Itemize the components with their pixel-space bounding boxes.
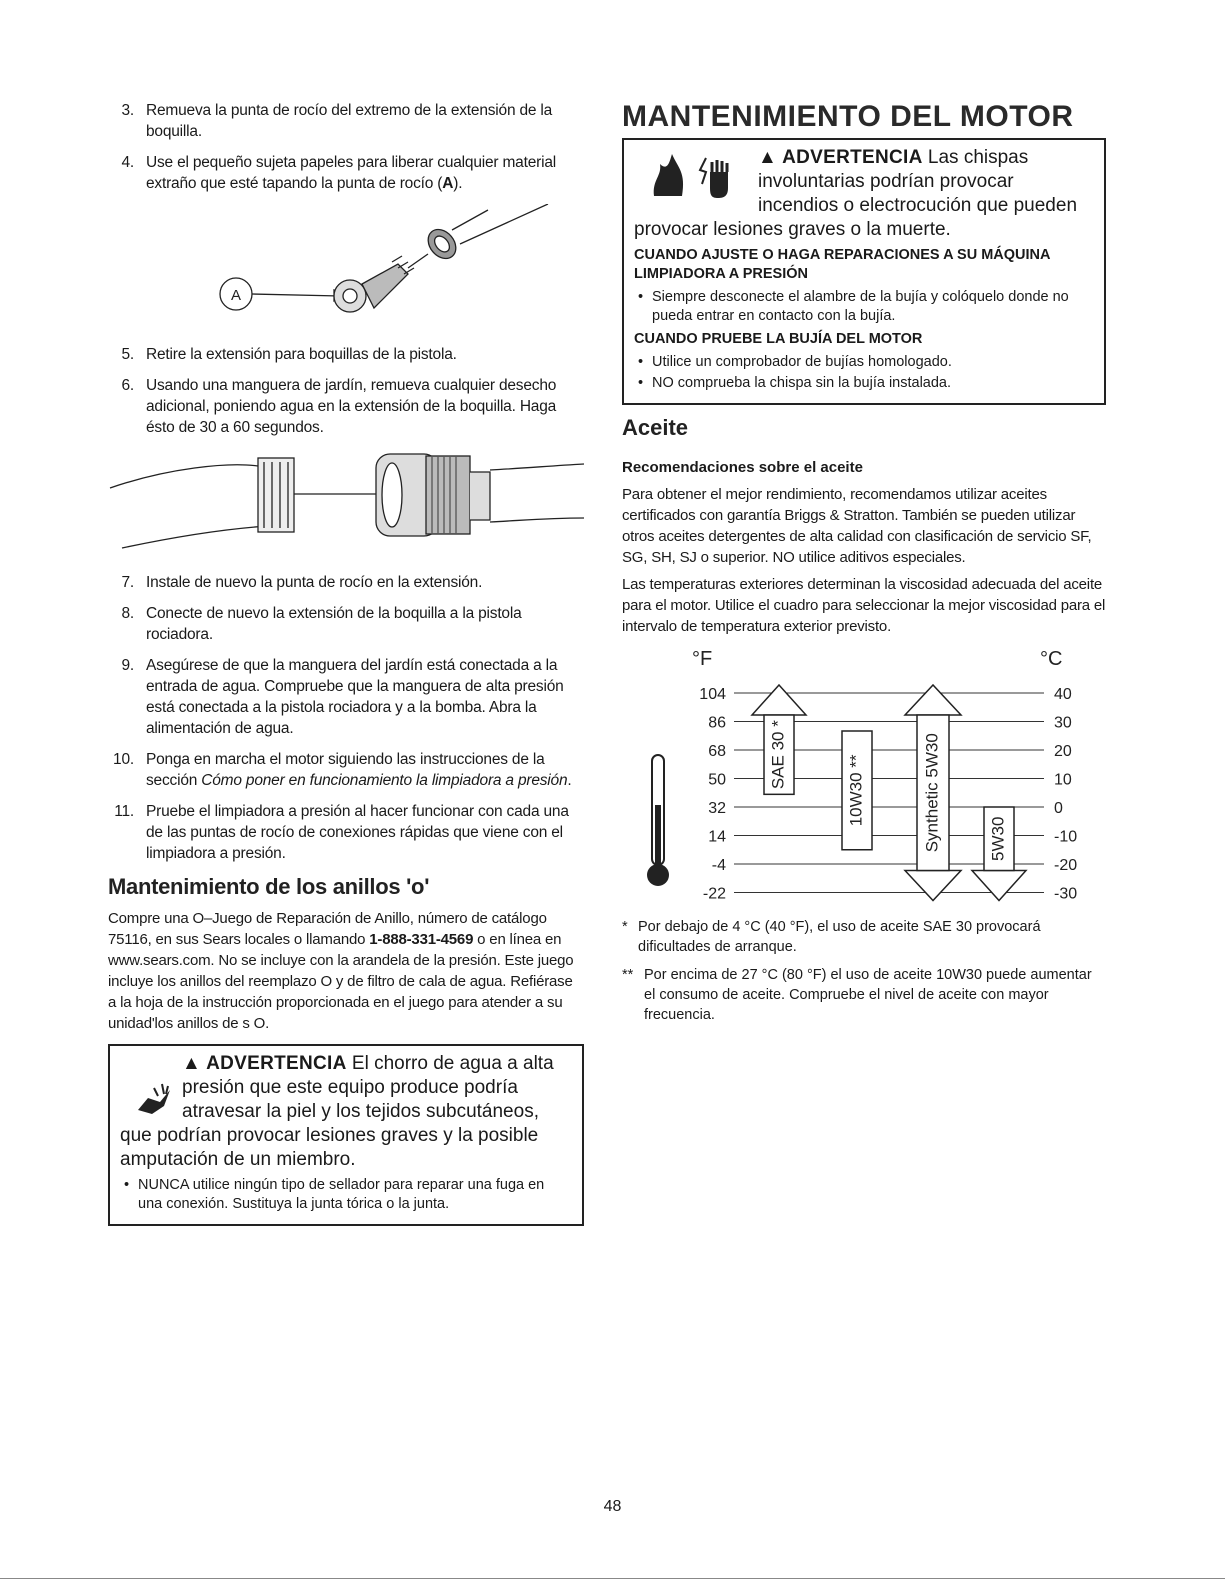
step-number: 6. (121, 377, 134, 394)
tick-label-f: 50 (708, 771, 726, 789)
footnote-mark: ** (622, 967, 634, 983)
warning-triangle-icon: ▲ (182, 1053, 201, 1074)
list-item (108, 572, 584, 593)
step-text: Instale de nuevo la punta de rocío en la extensión. (146, 574, 483, 591)
hose-connection-illustration (108, 448, 584, 558)
page-number: 48 (603, 1498, 622, 1515)
oil-viscosity-chart (622, 643, 1106, 913)
fire-shock-hazard-icon (648, 150, 748, 200)
list-item: • NO comprueba la chispa sin la bujía instalada. (652, 374, 1094, 393)
arrow-up (905, 685, 961, 715)
step-text-end: ). (453, 175, 463, 192)
arrow-down (972, 871, 1026, 901)
footnote (622, 917, 1106, 957)
steps-list-b (108, 344, 584, 438)
warning-subheading: CUANDO PRUEBE LA BUJÍA DEL MOTOR (634, 331, 923, 347)
footnote-text: Por debajo de 4 °C (40 °F), el uso de aceite SAE 30 provocará dificultades de arranque. (638, 919, 1041, 955)
step-text: Usando una manguera de jardín, remueva cualquier desecho adicional, poniendo agua en la extensión de la boquilla. Haga ésto de 30 a 60 segundos. (146, 377, 557, 436)
tick-label-c: 0 (1054, 800, 1063, 817)
warning-label: ADVERTENCIA (206, 1053, 347, 1074)
tick-label-f: 68 (708, 743, 726, 760)
list-item (108, 749, 584, 791)
step-text: Asegúrese de que la manguera del jardín está conectada a la entrada de agua. Compruebe que la manguera de alta presión está conectada a la pistola rociadora y a la bomba. Abra la alimentación de agua. (146, 657, 564, 737)
list-item (108, 655, 584, 739)
nozzle-tip-figure (108, 204, 584, 344)
list-item (108, 375, 584, 438)
warning-box-spark (622, 138, 1106, 405)
injection-hazard-icon (134, 1080, 174, 1120)
tick-label-c: -10 (1054, 828, 1078, 846)
tick-label-f: 86 (708, 714, 726, 732)
list-item (108, 801, 584, 864)
step-number: 5. (121, 346, 134, 363)
list-item (108, 344, 584, 365)
warning-header (634, 146, 1094, 242)
list-item (108, 100, 584, 142)
tick-label-f: 14 (708, 828, 726, 846)
warning-text: Las chispas involuntarias podrían provocar incendios o electrocución que pueden provocar lesiones graves o la muerte. (634, 147, 1078, 240)
oil-label: 5W30 (988, 816, 1008, 861)
figure-label-a: A (230, 287, 242, 304)
tick-label-c: 20 (1054, 743, 1072, 760)
step-text-bold: A (442, 175, 454, 192)
steps-list-c (108, 572, 584, 864)
tick-label-f: -4 (711, 857, 726, 874)
oring-text: Compre una O–Juego de Reparación de Anillo, número de catálogo 75116, en sus Sears locales o llamando (108, 910, 547, 948)
step-number: 10. (113, 751, 134, 768)
step-number: 8. (121, 605, 134, 622)
step-text-end: . (567, 772, 572, 789)
thermometer-fill (655, 805, 661, 871)
page-title: MANTENIMIENTO DEL MOTOR (622, 100, 1074, 133)
list-item: • Siempre desconecte el alambre de la bujía y colóquelo donde no pueda entrar en contacto con la bujía. (652, 288, 1094, 326)
warning-text: El chorro de agua a alta presión que este equipo produce podría atravesar la piel y los tejidos subcutáneos, que podrían provocar lesiones graves y la posible amputación de un miembro. (120, 1053, 554, 1170)
tick-label-c: -30 (1054, 885, 1078, 903)
oil-heading: Aceite (622, 415, 689, 440)
step-text: Pruebe el limpiadora a presión al hacer funcionar con cada una de las puntas de rocío de conexiones rápidas que viene con el limpiadora a presión. (146, 803, 569, 862)
warning-subheading: CUANDO AJUSTE O HAGA REPARACIONES A SU MÁQUINA LIMPIADORA A PRESIÓN (634, 247, 1050, 282)
tick-label-c: -20 (1054, 857, 1078, 874)
oring-paragraph (108, 908, 584, 1034)
oil-paragraph-1: Para obtener el mejor rendimiento, recomendamos utilizar aceites certificados con garantía Briggs & Stratton. También se pueden utilizar otros aceites detergentes de alta calidad con clasificación de servicio SF, SG, SH, SJ o superior. NO utilice aditivos especiales. (622, 486, 1092, 566)
oil-label: 10W30 ** (846, 754, 866, 827)
warning-bullets (634, 353, 1094, 393)
list-item: • Utilice un comprobador de bujías homologado. (652, 353, 1094, 372)
steps-list-a (108, 100, 584, 194)
oring-heading: Mantenimiento de los anillos 'o' (108, 874, 430, 899)
list-item: • NUNCA utilice ningún tipo de sellador para reparar una fuga en una conexión. Sustituya la junta tórica o la junta. (138, 1176, 572, 1214)
unit-celsius: °C (1040, 648, 1063, 670)
list-item (108, 152, 584, 194)
left-column (108, 100, 584, 1226)
step-number: 9. (121, 657, 134, 674)
step-number: 7. (121, 574, 134, 591)
thermometer-bulb (647, 864, 669, 886)
right-column (622, 100, 1106, 1033)
nozzle-tip-illustration (108, 204, 584, 344)
arrow-up (752, 685, 806, 715)
step-number: 3. (121, 102, 134, 119)
footnote-text: Por encima de 27 °C (80 °F) el uso de aceite 10W30 puede aumentar el consumo de aceite. Compruebe el nivel de aceite con mayor frecuencia. (644, 967, 1092, 1023)
tick-label-c: 10 (1054, 771, 1072, 789)
phone-number: 1-888-331-4569 (369, 931, 474, 948)
oil-label: SAE 30 * (768, 720, 788, 790)
footnote (622, 965, 1106, 1025)
tick-label-c: 30 (1054, 714, 1072, 732)
warning-triangle-icon: ▲ (758, 147, 777, 168)
oil-paragraph-2: Las temperaturas exteriores determinan la viscosidad adecuada del aceite para el motor. Utilice el cuadro para seleccionar la mejor viscosidad para el intervalo de temperatura exterior previsto. (622, 576, 1106, 635)
unit-fahrenheit: °F (692, 648, 713, 670)
step-text: Conecte de nuevo la extensión de la boquilla a la pistola rociadora. (146, 605, 522, 643)
page-bottom-rule (0, 1578, 1225, 1579)
footnote-mark: * (622, 919, 628, 935)
warning-bullets (120, 1176, 572, 1214)
footnotes (622, 917, 1106, 1025)
step-text: Retire la extensión para boquillas de la pistola. (146, 346, 457, 363)
step-text: Remueva la punta de rocío del extremo de la extensión de la boquilla. (146, 102, 553, 140)
hose-connection-figure (108, 448, 584, 558)
list-item (108, 603, 584, 645)
step-text-italic: Cómo poner en funcionamiento la limpiadora a presión (201, 772, 568, 789)
step-number: 11. (114, 803, 134, 820)
warning-header (120, 1052, 572, 1172)
warning-box-pressure (108, 1044, 584, 1226)
warning-bullets (634, 288, 1094, 326)
oring-text-end: o en línea en www.sears.com. No se incluye con la arandela de la presión. Este juego incluye los anillos del reemplazo O y de filtro de cala de agua. Refiérase a la hoja de la instrucción proporcionada en el juego para atender a su unidad'los anillos de s O. (108, 931, 574, 1032)
step-text: Ponga en marcha el motor siguiendo las instrucciones de la sección (146, 751, 545, 789)
viscosity-chart-svg (622, 643, 1106, 913)
step-number: 4. (121, 154, 134, 171)
tick-label-f: 104 (699, 686, 726, 703)
oil-recommendations-heading: Recomendaciones sobre el aceite (622, 459, 863, 476)
warning-label: ADVERTENCIA (782, 147, 923, 168)
oil-label: Synthetic 5W30 (922, 733, 942, 853)
step-text: Use el pequeño sujeta papeles para liberar cualquier material extraño que esté tapando la punta de rocío ( (146, 154, 557, 192)
tick-label-f: 32 (708, 800, 726, 817)
tick-label-c: 40 (1054, 686, 1072, 703)
tick-label-f: -22 (702, 885, 726, 903)
arrow-down (905, 871, 961, 901)
